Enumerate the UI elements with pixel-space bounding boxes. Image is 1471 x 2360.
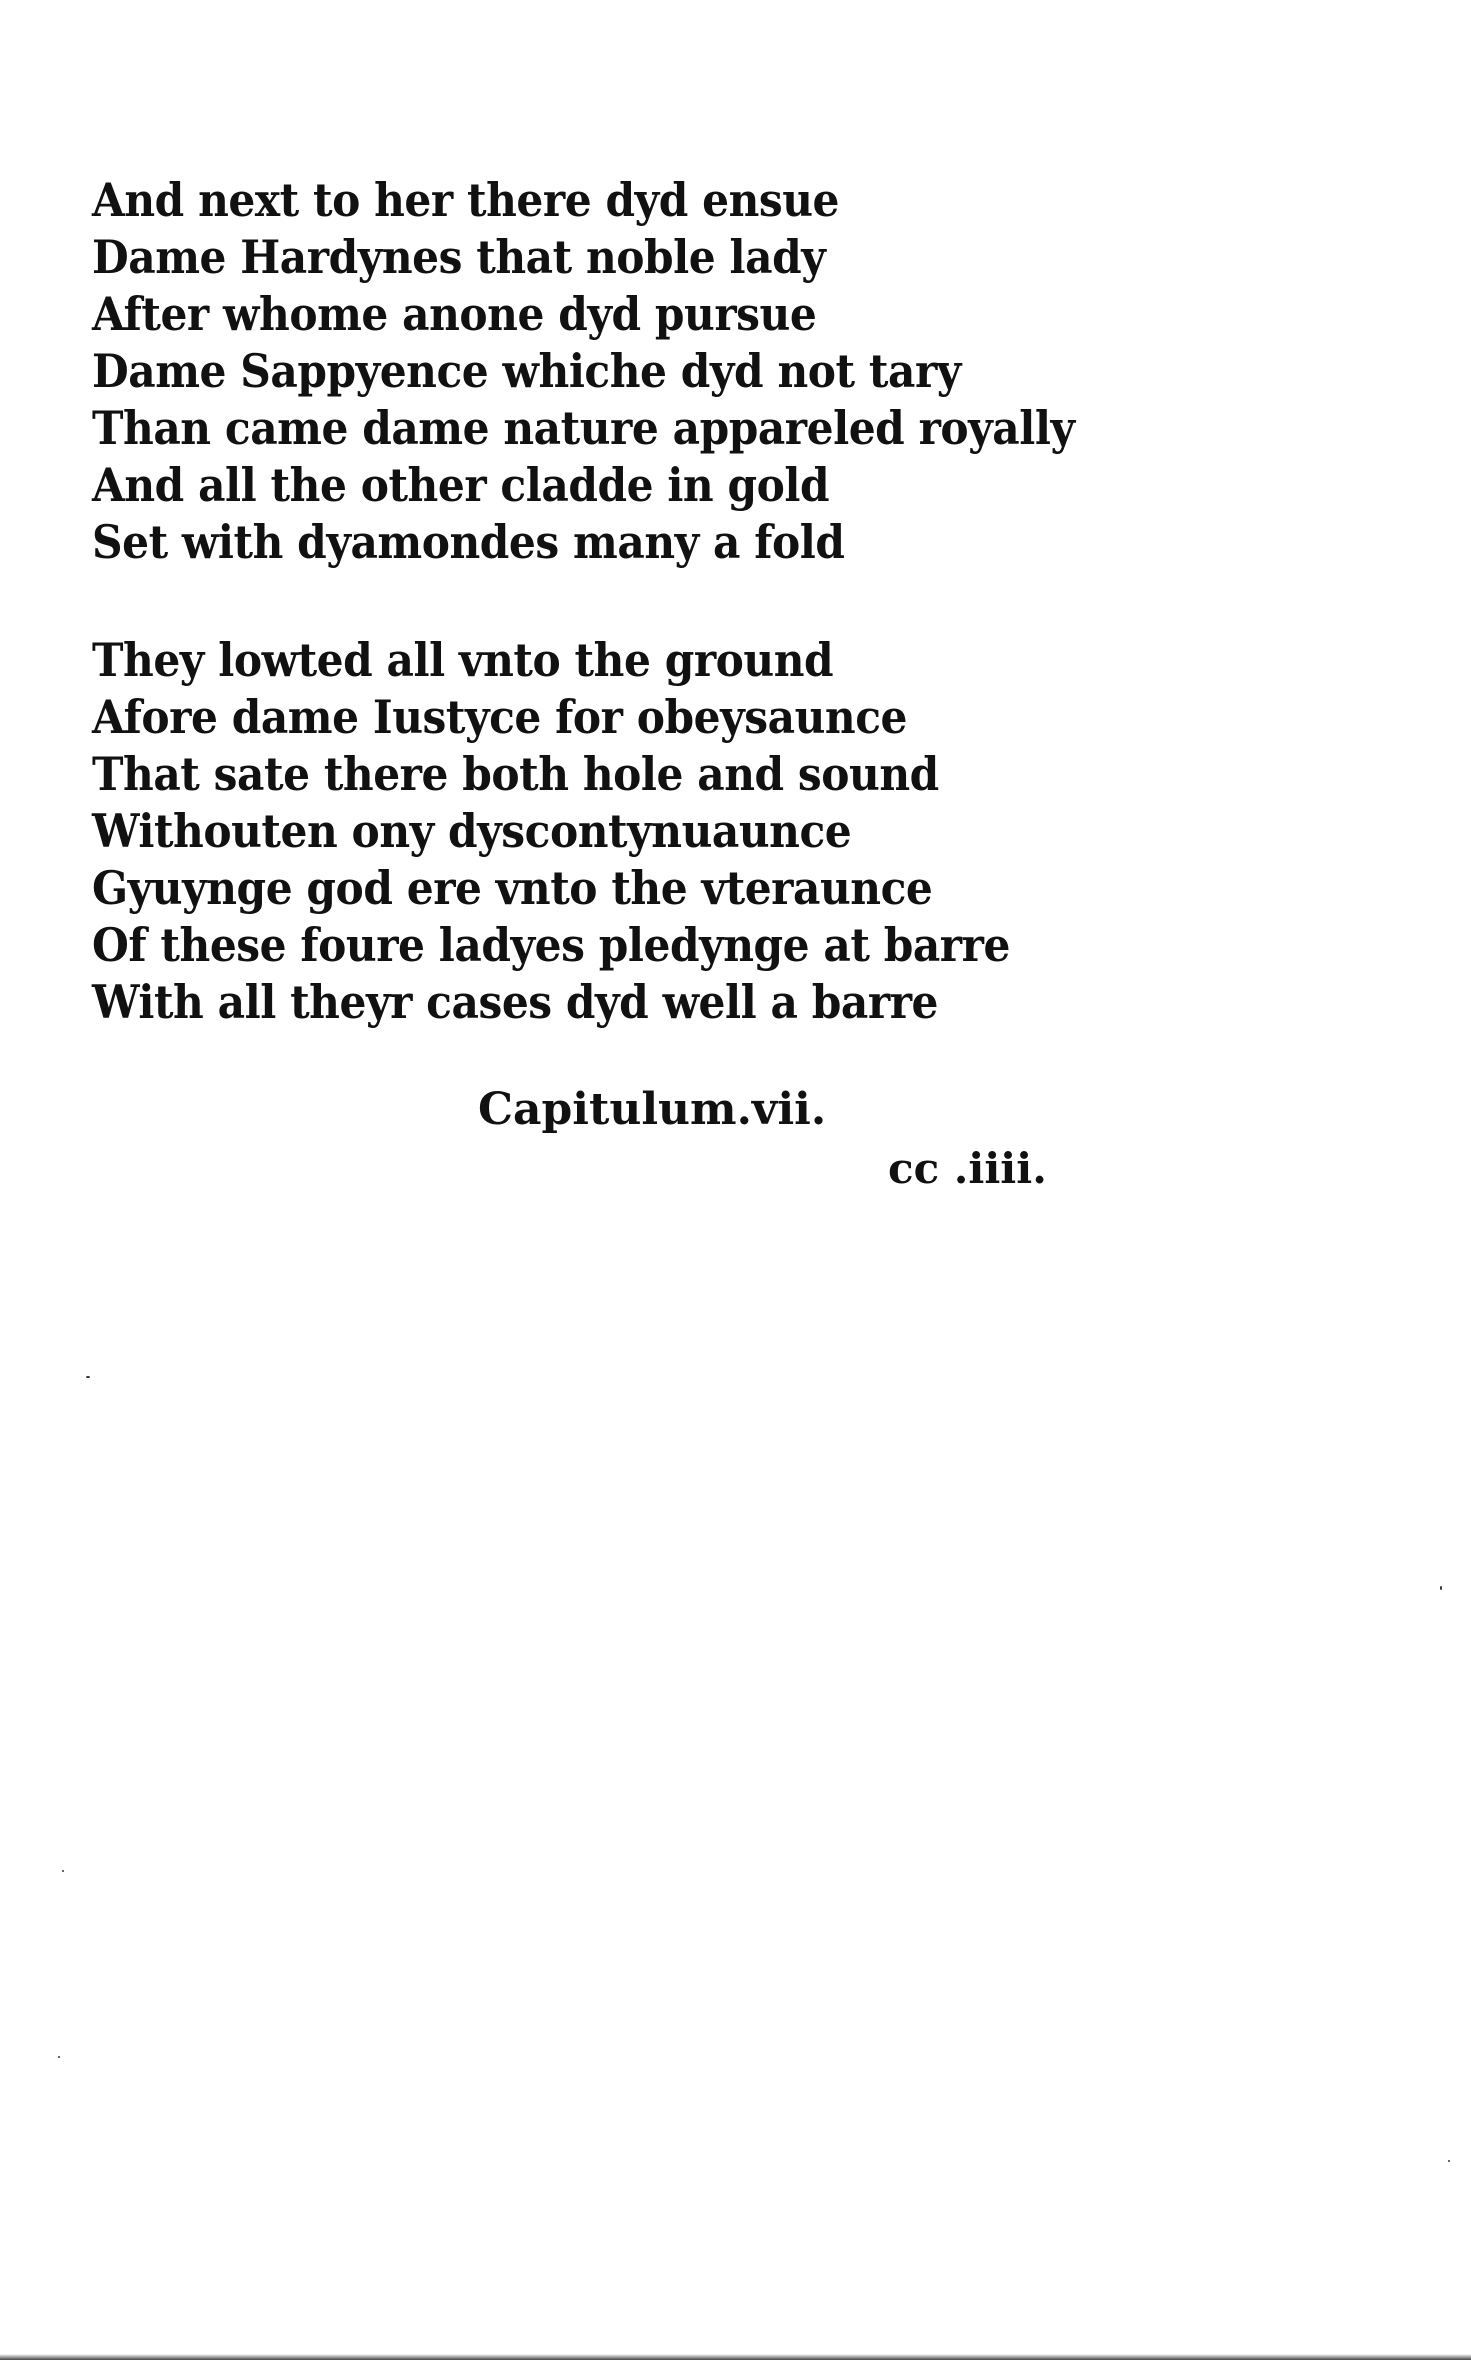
stanza-one	[92, 172, 1160, 571]
scan-speck	[1440, 1586, 1442, 1590]
scan-speck	[58, 2056, 60, 2058]
verse-line: Afore dame Iustyce for obeysaunce	[92, 690, 907, 744]
verse-line: That sate there both hole and sound	[92, 747, 939, 801]
verse-line: Dame Hardynes that noble lady	[92, 230, 826, 284]
verse-line: And next to her there dyd ensue	[92, 173, 840, 227]
scan-speck	[86, 1376, 90, 1378]
verse-line: Of these foure ladyes pledynge at barre	[92, 918, 1010, 972]
verse-line: With all theyr cases dyd well a barre	[92, 975, 938, 1029]
verse-line: Set with dyamondes many a fold	[92, 515, 845, 569]
scan-speck	[1448, 2160, 1450, 2162]
verse-line: Than came dame nature appareled royally	[92, 401, 1075, 455]
stanza-two	[92, 632, 1090, 1031]
page-bottom-edge	[0, 2354, 1471, 2360]
chapter-heading: Capitulum.vii.	[478, 1084, 827, 1135]
verse-line: After whome anone dyd pursue	[92, 287, 817, 341]
verse-line: Dame Sappyence whiche dyd not tary	[92, 344, 961, 398]
scan-speck	[62, 1870, 64, 1872]
verse-line: They lowted all vnto the ground	[92, 633, 834, 687]
verse-line: Gyuynge god ere vnto the vteraunce	[92, 861, 933, 915]
folio-number: cc .iiii.	[888, 1144, 1047, 1193]
verse-line: Withouten ony dyscontynuaunce	[92, 804, 852, 858]
verse-line: And all the other cladde in gold	[92, 458, 830, 512]
